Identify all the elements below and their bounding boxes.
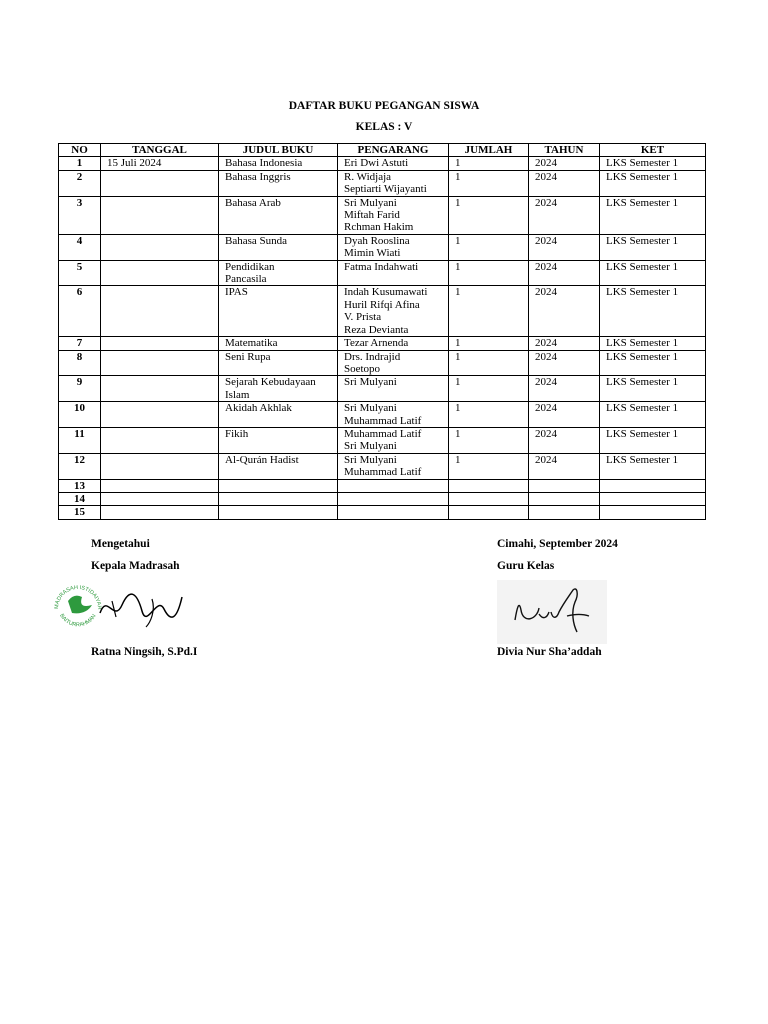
principal-title: Kepala Madrasah — [91, 560, 180, 572]
cell-jumlah: 1 — [449, 196, 529, 234]
table-header-row — [59, 144, 706, 157]
acknowledged-label: Mengetahui — [91, 538, 150, 550]
principal-name: Ratna Ningsih, S.Pd.I — [91, 646, 198, 658]
table-row — [59, 157, 706, 170]
cell-pengarang — [338, 479, 449, 492]
table-row — [59, 402, 706, 428]
cell-ket: LKS Semester 1 — [600, 157, 706, 170]
cell-jumlah: 1 — [449, 453, 529, 479]
cell-no: 3 — [59, 196, 101, 234]
cell-ket: LKS Semester 1 — [600, 402, 706, 428]
cell-no: 12 — [59, 453, 101, 479]
cell-no: 6 — [59, 286, 101, 337]
class-label: KELAS : V — [355, 121, 413, 133]
cell-tahun: 2024 — [529, 337, 600, 350]
cell-tahun: 2024 — [529, 234, 600, 260]
table-row — [59, 453, 706, 479]
cell-pengarang-line: Reza Devianta — [344, 323, 409, 336]
cell-jumlah: 1 — [449, 427, 529, 453]
cell-ket — [600, 492, 706, 505]
cell-judul — [219, 196, 338, 234]
cell-judul-line: Bahasa Inggris — [225, 170, 291, 183]
cell-pengarang — [338, 427, 449, 453]
table-row — [59, 479, 706, 492]
teacher-name: Divia Nur Sha’addah — [497, 646, 602, 658]
cell-tahun: 2024 — [529, 376, 600, 402]
stamp-graphic — [52, 583, 187, 631]
cell-pengarang-line: Muhammad Latif — [344, 466, 422, 479]
column-header-no: NO — [59, 144, 101, 157]
cell-jumlah: 1 — [449, 157, 529, 170]
cell-pengarang-line: Sri Mulyani — [344, 440, 397, 453]
teacher-signature — [497, 580, 607, 644]
cell-pengarang — [338, 337, 449, 350]
cell-pengarang — [338, 260, 449, 286]
cell-judul-line: Bahasa Arab — [225, 196, 281, 209]
table-row — [59, 196, 706, 234]
cell-ket: LKS Semester 1 — [600, 337, 706, 350]
cell-tanggal — [101, 506, 219, 519]
cell-tahun: 2024 — [529, 427, 600, 453]
cell-tanggal — [101, 337, 219, 350]
place-date-label: Cimahi, September 2024 — [497, 538, 618, 550]
cell-no: 7 — [59, 337, 101, 350]
cell-pengarang — [338, 286, 449, 337]
cell-pengarang-line: Soetopo — [344, 362, 381, 375]
cell-judul — [219, 170, 338, 196]
cell-pengarang-line: Muhammad Latif — [344, 414, 422, 427]
cell-tahun: 2024 — [529, 286, 600, 337]
cell-judul-line: Bahasa Sunda — [225, 234, 288, 247]
cell-pengarang-line: Sri Mulyani — [344, 402, 397, 415]
cell-ket: LKS Semester 1 — [600, 286, 706, 337]
cell-pengarang-line: Septiarti Wijayanti — [344, 183, 427, 196]
cell-tahun — [529, 506, 600, 519]
teacher-title: Guru Kelas — [497, 560, 555, 572]
cell-pengarang-line: Miftah Farid — [344, 209, 400, 222]
cell-judul — [219, 479, 338, 492]
column-header-judul: JUDUL BUKU — [219, 144, 338, 157]
cell-jumlah — [449, 506, 529, 519]
cell-no: 15 — [59, 506, 101, 519]
book-list-table — [58, 143, 706, 520]
cell-pengarang-line: Tezar Arnenda — [344, 337, 409, 350]
table-body — [59, 157, 706, 519]
cell-judul-line: Sejarah Kebudayaan — [225, 376, 316, 389]
cell-pengarang-line: Muhammad Latif — [344, 427, 422, 440]
cell-pengarang-line: Drs. Indrajid — [344, 350, 401, 363]
column-header-jumlah: JUMLAH — [449, 144, 529, 157]
table-row — [59, 350, 706, 376]
cell-pengarang-line: Rchman Hakim — [344, 221, 414, 234]
cell-pengarang-line: Sri Mulyani — [344, 376, 397, 389]
cell-tahun: 2024 — [529, 260, 600, 286]
table-row — [59, 492, 706, 505]
cell-judul-line: Seni Rupa — [225, 350, 271, 363]
cell-tanggal — [101, 350, 219, 376]
table-row — [59, 376, 706, 402]
cell-no: 5 — [59, 260, 101, 286]
cell-tahun: 2024 — [529, 453, 600, 479]
cell-tahun: 2024 — [529, 402, 600, 428]
table-row — [59, 234, 706, 260]
cell-tanggal — [101, 234, 219, 260]
cell-tanggal — [101, 286, 219, 337]
column-header-pengarang: PENGARANG — [338, 144, 449, 157]
cell-pengarang-line: Eri Dwi Astuti — [344, 157, 409, 170]
cell-pengarang-line: Fatma Indahwati — [344, 260, 419, 273]
cell-pengarang — [338, 234, 449, 260]
cell-pengarang-line: Indah Kusumawati — [344, 286, 428, 299]
cell-pengarang — [338, 492, 449, 505]
cell-judul — [219, 337, 338, 350]
cell-judul — [219, 453, 338, 479]
cell-judul — [219, 350, 338, 376]
cell-pengarang-line: V. Prista — [344, 311, 382, 324]
table-row — [59, 427, 706, 453]
cell-pengarang — [338, 196, 449, 234]
table-row — [59, 506, 706, 519]
cell-judul — [219, 157, 338, 170]
cell-tanggal — [101, 427, 219, 453]
cell-judul-line: Pendidikan — [225, 260, 275, 273]
cell-ket: LKS Semester 1 — [600, 427, 706, 453]
table-row — [59, 286, 706, 337]
cell-judul — [219, 492, 338, 505]
cell-pengarang-line: R. Widjaja — [344, 170, 392, 183]
cell-tanggal — [101, 402, 219, 428]
cell-no: 4 — [59, 234, 101, 260]
cell-ket — [600, 506, 706, 519]
cell-tanggal: 15 Juli 2024 — [101, 157, 219, 170]
cell-tahun: 2024 — [529, 350, 600, 376]
cell-pengarang-line: Mimin Wiati — [344, 247, 401, 260]
cell-judul-line: Matematika — [225, 337, 278, 350]
cell-no: 9 — [59, 376, 101, 402]
cell-jumlah — [449, 479, 529, 492]
cell-judul-line: Islam — [225, 388, 250, 401]
cell-ket: LKS Semester 1 — [600, 350, 706, 376]
cell-no: 1 — [59, 157, 101, 170]
document-title: DAFTAR BUKU PEGANGAN SISWA — [288, 100, 480, 112]
cell-pengarang — [338, 453, 449, 479]
cell-ket: LKS Semester 1 — [600, 196, 706, 234]
cell-tanggal — [101, 492, 219, 505]
cell-pengarang — [338, 402, 449, 428]
cell-pengarang — [338, 170, 449, 196]
column-header-tahun: TAHUN — [529, 144, 600, 157]
cell-judul — [219, 260, 338, 286]
cell-tahun — [529, 479, 600, 492]
cell-ket: LKS Semester 1 — [600, 260, 706, 286]
cell-jumlah: 1 — [449, 286, 529, 337]
cell-pengarang — [338, 376, 449, 402]
table-row — [59, 170, 706, 196]
signature-graphic — [497, 580, 607, 644]
cell-judul — [219, 234, 338, 260]
cell-judul-line: Akidah Akhlak — [225, 402, 292, 415]
cell-no: 11 — [59, 427, 101, 453]
cell-ket: LKS Semester 1 — [600, 453, 706, 479]
cell-tahun: 2024 — [529, 170, 600, 196]
cell-ket — [600, 479, 706, 492]
cell-jumlah: 1 — [449, 337, 529, 350]
cell-jumlah: 1 — [449, 260, 529, 286]
cell-judul — [219, 506, 338, 519]
cell-no: 2 — [59, 170, 101, 196]
cell-no: 13 — [59, 479, 101, 492]
cell-ket: LKS Semester 1 — [600, 234, 706, 260]
cell-no: 8 — [59, 350, 101, 376]
cell-jumlah: 1 — [449, 350, 529, 376]
cell-pengarang — [338, 506, 449, 519]
cell-jumlah: 1 — [449, 376, 529, 402]
cell-pengarang-line: Sri Mulyani — [344, 453, 397, 466]
cell-judul — [219, 427, 338, 453]
cell-judul — [219, 402, 338, 428]
cell-tanggal — [101, 453, 219, 479]
cell-pengarang — [338, 157, 449, 170]
column-header-tanggal: TANGGAL — [101, 144, 219, 157]
cell-ket: LKS Semester 1 — [600, 170, 706, 196]
svg-text:BAITURRAHMAN: BAITURRAHMAN — [58, 612, 98, 629]
cell-tanggal — [101, 196, 219, 234]
cell-pengarang-line: Sri Mulyani — [344, 196, 397, 209]
cell-tahun — [529, 492, 600, 505]
cell-judul-line: Bahasa Indonesia — [225, 157, 303, 170]
column-header-ket: KET — [600, 144, 706, 157]
cell-tanggal — [101, 479, 219, 492]
cell-judul-line: Al-Qurán Hadist — [225, 453, 299, 466]
cell-judul — [219, 286, 338, 337]
cell-no: 14 — [59, 492, 101, 505]
cell-tahun: 2024 — [529, 157, 600, 170]
cell-judul-line: Pancasila — [225, 273, 267, 286]
cell-pengarang-line: Dyah Rooslina — [344, 234, 410, 247]
cell-pengarang — [338, 350, 449, 376]
cell-tanggal — [101, 376, 219, 402]
cell-jumlah — [449, 492, 529, 505]
cell-tahun: 2024 — [529, 196, 600, 234]
svg-text:MADRASAH ISTIDAIYAH: MADRASAH ISTIDAIYAH — [53, 584, 103, 610]
cell-no: 10 — [59, 402, 101, 428]
cell-tanggal — [101, 170, 219, 196]
cell-jumlah: 1 — [449, 170, 529, 196]
school-stamp — [52, 583, 187, 636]
table-row — [59, 337, 706, 350]
cell-jumlah: 1 — [449, 402, 529, 428]
table-row — [59, 260, 706, 286]
cell-judul — [219, 376, 338, 402]
cell-jumlah: 1 — [449, 234, 529, 260]
cell-pengarang-line: Huril Rifqi Afina — [344, 298, 420, 311]
cell-judul-line: Fikih — [225, 427, 249, 440]
cell-tanggal — [101, 260, 219, 286]
cell-judul-line: IPAS — [225, 286, 248, 299]
cell-ket: LKS Semester 1 — [600, 376, 706, 402]
